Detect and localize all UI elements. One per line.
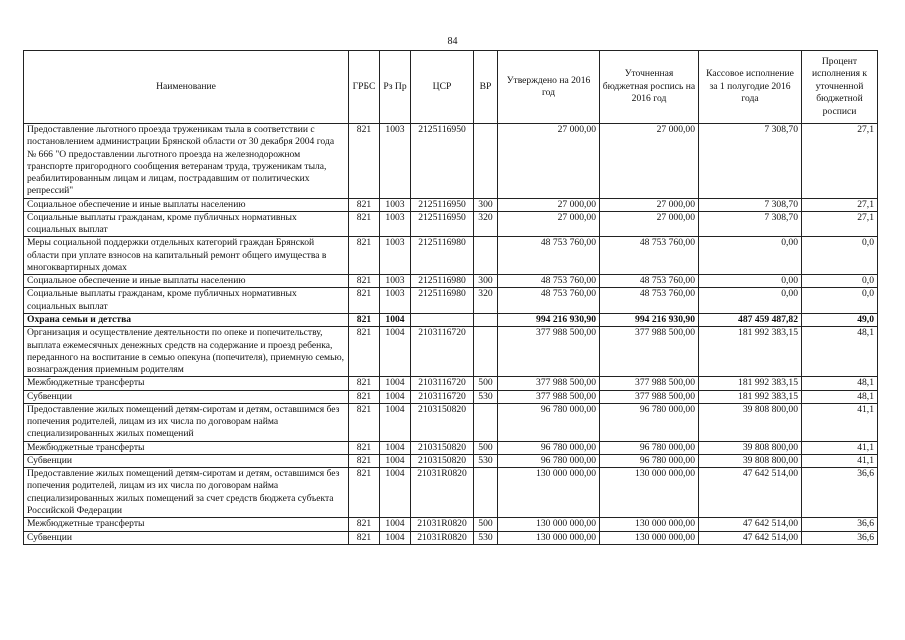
cell-csr: 2125116950 — [411, 124, 474, 199]
cell-rzpr: 1004 — [380, 454, 411, 467]
header-name: Наименование — [24, 51, 349, 124]
cell-csr: 21031R0820 — [411, 531, 474, 544]
table-row — [24, 468, 878, 518]
cell-csr: 2125116980 — [411, 237, 474, 275]
cell-refined: 48 753 760,00 — [600, 237, 699, 275]
cell-grbs: 821 — [349, 211, 380, 237]
cell-approved: 96 780 000,00 — [498, 454, 600, 467]
cell-name: Социальное обеспечение и иные выплаты населению — [24, 275, 349, 288]
cell-csr: 2125116950 — [411, 198, 474, 211]
cell-approved: 48 753 760,00 — [498, 275, 600, 288]
header-row — [24, 51, 878, 124]
cell-name: Предоставление жилых помещений детям-сиротам и детям, оставшимся без попечения родителей, лицам из их числа по договорам найма специализированных жилых помещений — [24, 403, 349, 441]
cell-csr: 2103116720 — [411, 377, 474, 390]
table-row — [24, 454, 878, 467]
cell-rzpr: 1003 — [380, 288, 411, 314]
cell-percent: 36,6 — [802, 531, 878, 544]
cell-cash: 7 308,70 — [699, 211, 802, 237]
table-row — [24, 441, 878, 454]
cell-cash: 7 308,70 — [699, 198, 802, 211]
cell-grbs: 821 — [349, 377, 380, 390]
cell-name: Социальные выплаты гражданам, кроме публичных нормативных социальных выплат — [24, 211, 349, 237]
table-row — [24, 390, 878, 403]
table-row — [24, 403, 878, 441]
header-grbs: ГРБС — [349, 51, 380, 124]
cell-percent: 36,6 — [802, 518, 878, 531]
table-row — [24, 377, 878, 390]
cell-name: Межбюджетные трансферты — [24, 518, 349, 531]
cell-name: Социальные выплаты гражданам, кроме публичных нормативных социальных выплат — [24, 288, 349, 314]
table-row — [24, 237, 878, 275]
cell-csr: 2125116980 — [411, 288, 474, 314]
cell-approved: 130 000 000,00 — [498, 518, 600, 531]
cell-grbs: 821 — [349, 454, 380, 467]
table-row — [24, 211, 878, 237]
cell-vr: 530 — [474, 531, 498, 544]
cell-percent: 48,1 — [802, 377, 878, 390]
cell-cash: 47 642 514,00 — [699, 468, 802, 518]
header-cash: Кассовое исполнение за 1 полугодие 2016 года — [699, 51, 802, 124]
cell-approved: 994 216 930,90 — [498, 313, 600, 326]
cell-grbs: 821 — [349, 327, 380, 377]
cell-approved: 377 988 500,00 — [498, 390, 600, 403]
cell-approved: 27 000,00 — [498, 124, 600, 199]
cell-rzpr: 1004 — [380, 468, 411, 518]
cell-approved: 27 000,00 — [498, 198, 600, 211]
table-row — [24, 198, 878, 211]
cell-approved: 27 000,00 — [498, 211, 600, 237]
table-row — [24, 288, 878, 314]
cell-refined: 96 780 000,00 — [600, 454, 699, 467]
cell-percent: 41,1 — [802, 403, 878, 441]
cell-grbs: 821 — [349, 313, 380, 326]
cell-percent: 0,0 — [802, 275, 878, 288]
cell-vr: 500 — [474, 518, 498, 531]
cell-csr: 2103116720 — [411, 327, 474, 377]
cell-percent: 0,0 — [802, 288, 878, 314]
cell-refined: 27 000,00 — [600, 124, 699, 199]
cell-refined: 48 753 760,00 — [600, 288, 699, 314]
cell-rzpr: 1004 — [380, 313, 411, 326]
cell-csr: 2103150820 — [411, 441, 474, 454]
cell-csr: 2125116950 — [411, 211, 474, 237]
cell-name: Предоставление жилых помещений детям-сиротам и детям, оставшимся без попечения родителей, лицам из их числа по договорам найма специализированных жилых помещений за счет средств бюджета субъекта Российской Федерации — [24, 468, 349, 518]
cell-percent: 49,0 — [802, 313, 878, 326]
cell-grbs: 821 — [349, 288, 380, 314]
cell-cash: 47 642 514,00 — [699, 518, 802, 531]
cell-refined: 96 780 000,00 — [600, 441, 699, 454]
cell-cash: 181 992 383,15 — [699, 390, 802, 403]
cell-grbs: 821 — [349, 275, 380, 288]
cell-vr: 320 — [474, 211, 498, 237]
cell-name: Субвенции — [24, 454, 349, 467]
cell-csr: 21031R0820 — [411, 468, 474, 518]
cell-cash: 0,00 — [699, 237, 802, 275]
cell-refined: 48 753 760,00 — [600, 275, 699, 288]
cell-grbs: 821 — [349, 390, 380, 403]
cell-rzpr: 1003 — [380, 275, 411, 288]
header-refined: Уточненная бюджетная роспись на 2016 год — [600, 51, 699, 124]
cell-cash: 47 642 514,00 — [699, 531, 802, 544]
cell-vr — [474, 468, 498, 518]
cell-vr — [474, 327, 498, 377]
cell-rzpr: 1003 — [380, 237, 411, 275]
cell-rzpr: 1004 — [380, 403, 411, 441]
cell-vr — [474, 313, 498, 326]
cell-percent: 0,0 — [802, 237, 878, 275]
cell-percent: 36,6 — [802, 468, 878, 518]
table-row — [24, 518, 878, 531]
cell-name: Предоставление льготного проезда труженикам тыла в соответствии с постановлением администрации Брянской области от 30 декабря 2004 года № 666 "О предоставлении льготного проезда на железнодорожном транспорте пригородного сообщения ветеранам труда, труженикам тыла, реабилитированным лицам и лицам, пострадавшим от политических репрессий" — [24, 124, 349, 199]
cell-cash: 39 808 800,00 — [699, 454, 802, 467]
cell-approved: 130 000 000,00 — [498, 468, 600, 518]
cell-vr: 500 — [474, 441, 498, 454]
header-percent: Процент исполнения к уточненной бюджетной росписи — [802, 51, 878, 124]
cell-approved: 377 988 500,00 — [498, 327, 600, 377]
cell-approved: 130 000 000,00 — [498, 531, 600, 544]
cell-grbs: 821 — [349, 198, 380, 211]
cell-refined: 994 216 930,90 — [600, 313, 699, 326]
cell-rzpr: 1003 — [380, 198, 411, 211]
header-csr: ЦСР — [411, 51, 474, 124]
table-row — [24, 313, 878, 326]
cell-refined: 27 000,00 — [600, 211, 699, 237]
cell-csr: 2103150820 — [411, 454, 474, 467]
cell-percent: 41,1 — [802, 454, 878, 467]
cell-name: Субвенции — [24, 390, 349, 403]
cell-name: Организация и осуществление деятельности по опеке и попечительству, выплата ежемесячных денежных средств на содержание и проезд ребенка, переданного на воспитание в семью опекуна (попечителя), приемную семью, вознаграждения приемным родителям — [24, 327, 349, 377]
cell-percent: 27,1 — [802, 124, 878, 199]
cell-vr — [474, 237, 498, 275]
cell-vr: 500 — [474, 377, 498, 390]
cell-refined: 377 988 500,00 — [600, 327, 699, 377]
cell-grbs: 821 — [349, 403, 380, 441]
cell-csr: 2125116980 — [411, 275, 474, 288]
cell-refined: 130 000 000,00 — [600, 531, 699, 544]
cell-name: Субвенции — [24, 531, 349, 544]
cell-name: Межбюджетные трансферты — [24, 441, 349, 454]
cell-vr: 530 — [474, 390, 498, 403]
header-vr: ВР — [474, 51, 498, 124]
header-rzpr: Рз Пр — [380, 51, 411, 124]
cell-percent: 27,1 — [802, 211, 878, 237]
table-row — [24, 275, 878, 288]
cell-cash: 39 808 800,00 — [699, 403, 802, 441]
cell-grbs: 821 — [349, 237, 380, 275]
cell-refined: 27 000,00 — [600, 198, 699, 211]
cell-grbs: 821 — [349, 124, 380, 199]
cell-refined: 96 780 000,00 — [600, 403, 699, 441]
cell-rzpr: 1004 — [380, 531, 411, 544]
cell-approved: 377 988 500,00 — [498, 377, 600, 390]
cell-refined: 130 000 000,00 — [600, 518, 699, 531]
table-row — [24, 327, 878, 377]
table-row — [24, 124, 878, 199]
header-approved: Утверждено на 2016 год — [498, 51, 600, 124]
cell-rzpr: 1004 — [380, 518, 411, 531]
cell-refined: 377 988 500,00 — [600, 390, 699, 403]
cell-percent: 27,1 — [802, 198, 878, 211]
cell-refined: 130 000 000,00 — [600, 468, 699, 518]
cell-name: Социальное обеспечение и иные выплаты населению — [24, 198, 349, 211]
cell-csr: 21031R0820 — [411, 518, 474, 531]
cell-vr: 320 — [474, 288, 498, 314]
cell-rzpr: 1004 — [380, 327, 411, 377]
cell-rzpr: 1003 — [380, 124, 411, 199]
cell-grbs: 821 — [349, 468, 380, 518]
table-body — [24, 124, 878, 545]
cell-grbs: 821 — [349, 518, 380, 531]
cell-cash: 181 992 383,15 — [699, 377, 802, 390]
cell-csr: 2103150820 — [411, 403, 474, 441]
cell-cash: 0,00 — [699, 288, 802, 314]
cell-approved: 96 780 000,00 — [498, 403, 600, 441]
cell-rzpr: 1003 — [380, 211, 411, 237]
cell-percent: 48,1 — [802, 327, 878, 377]
cell-grbs: 821 — [349, 441, 380, 454]
budget-table — [23, 50, 878, 545]
cell-csr — [411, 313, 474, 326]
cell-rzpr: 1004 — [380, 377, 411, 390]
cell-percent: 41,1 — [802, 441, 878, 454]
cell-name: Межбюджетные трансферты — [24, 377, 349, 390]
cell-approved: 48 753 760,00 — [498, 288, 600, 314]
cell-name: Охрана семьи и детства — [24, 313, 349, 326]
cell-approved: 96 780 000,00 — [498, 441, 600, 454]
cell-approved: 48 753 760,00 — [498, 237, 600, 275]
cell-refined: 377 988 500,00 — [600, 377, 699, 390]
cell-cash: 39 808 800,00 — [699, 441, 802, 454]
cell-csr: 2103116720 — [411, 390, 474, 403]
cell-vr: 300 — [474, 198, 498, 211]
cell-cash: 7 308,70 — [699, 124, 802, 199]
cell-vr — [474, 403, 498, 441]
cell-cash: 487 459 487,82 — [699, 313, 802, 326]
cell-cash: 0,00 — [699, 275, 802, 288]
cell-rzpr: 1004 — [380, 441, 411, 454]
cell-percent: 48,1 — [802, 390, 878, 403]
cell-vr: 530 — [474, 454, 498, 467]
cell-name: Меры социальной поддержки отдельных категорий граждан Брянской области при уплате взносов на капитальный ремонт общего имущества в многоквартирных домах — [24, 237, 349, 275]
cell-grbs: 821 — [349, 531, 380, 544]
cell-cash: 181 992 383,15 — [699, 327, 802, 377]
cell-rzpr: 1004 — [380, 390, 411, 403]
cell-vr — [474, 124, 498, 199]
cell-vr: 300 — [474, 275, 498, 288]
table-row — [24, 531, 878, 544]
page-number: 84 — [447, 36, 458, 47]
